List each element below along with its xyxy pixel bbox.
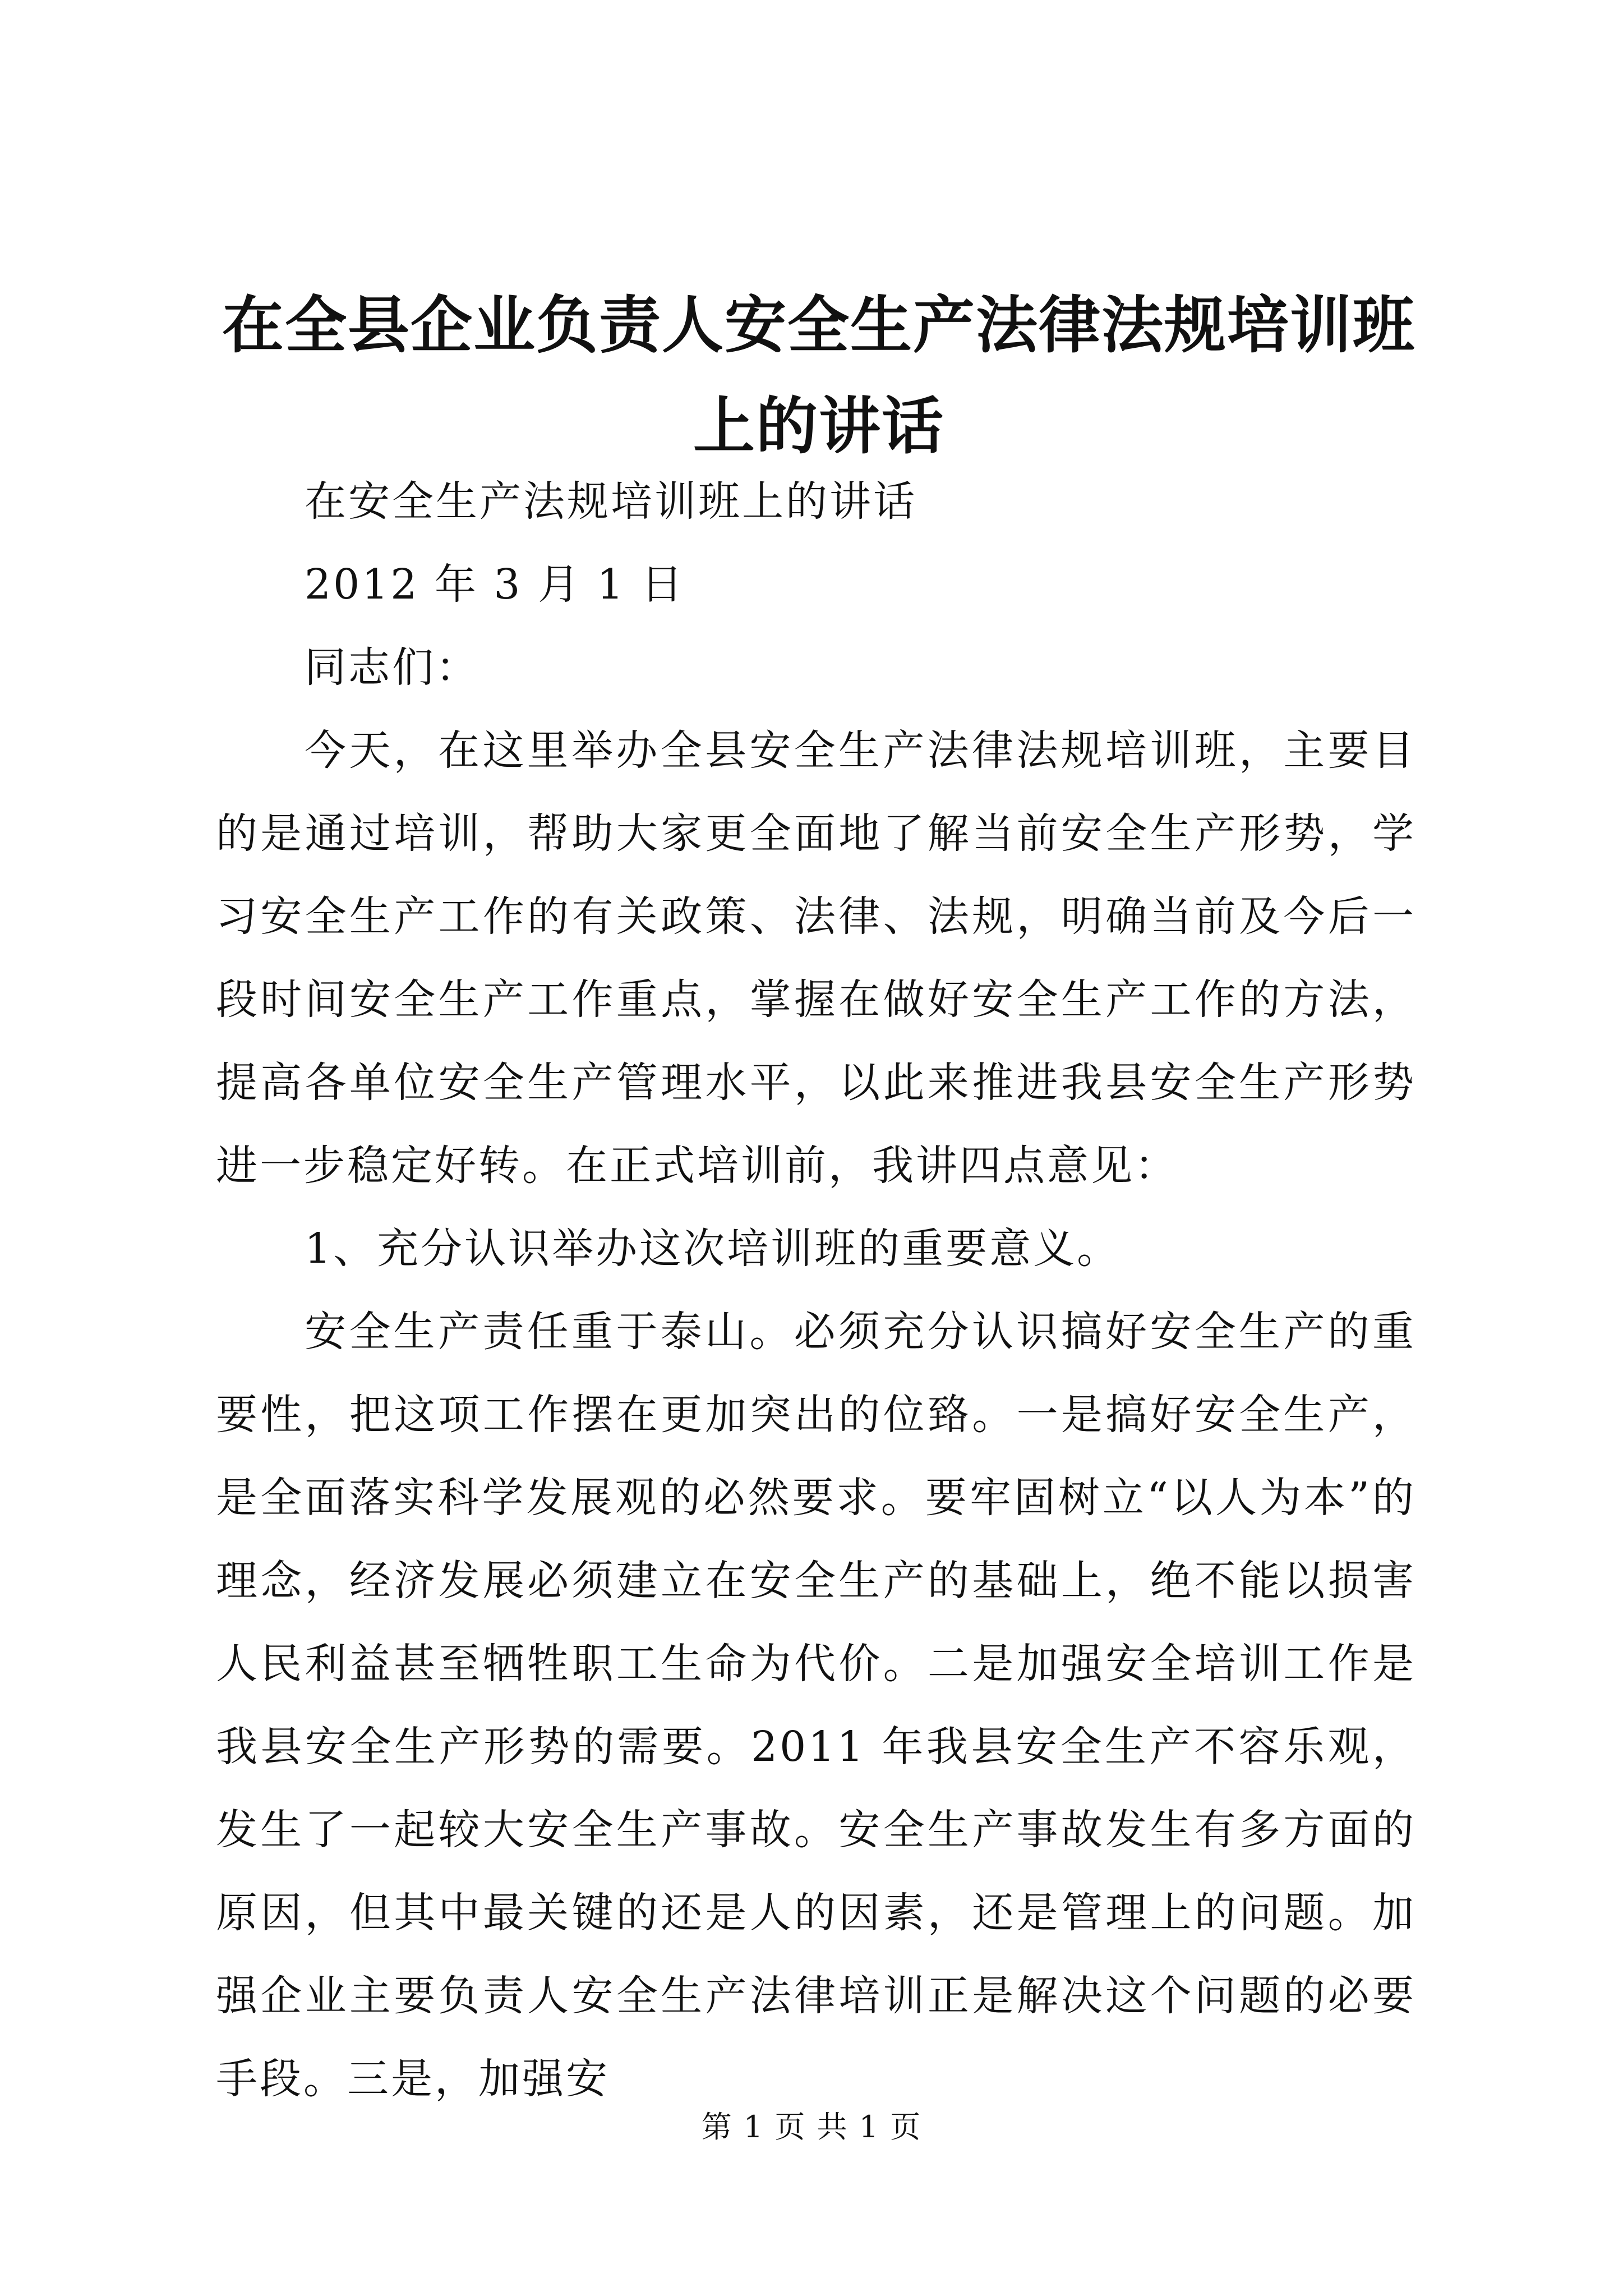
paragraph-section-1: 安全生产责任重于泰山。必须充分认识搞好安全生产的重要性，把这项工作摆在更加突出的位臵。一是搞好安全生产，是全面落实科学发展观的必然要求。要牢固树立“以人为本”的理念，经济发展必须建立在安全生产的基础上，绝不能以损害人民利益甚至牺牲职工生命为代价。二是加强安全培训工作是我县安全生产形势的需要。2011 年我县安全生产不容乐观，发生了一起较大安全生产事故。安全生产事故发生有多方面的原因，但其中最关键的还是人的因素，还是管理上的问题。加强企业主要负责人安全生产法律培训正是解决这个问题的必要手段。三是，加强安 xyxy=(216,1308,1416,2103)
salutation: 同志们： xyxy=(305,643,479,692)
section-heading-1: 1、充分认识举办这次培训班的重要意义。 xyxy=(305,1225,1121,1273)
document-body xyxy=(216,460,1416,2120)
page-footer: 第 1 页 共 1 页 xyxy=(701,2109,922,2145)
paragraph-intro: 今天，在这里举办全县安全生产法律法规培训班，主要目的是通过培训，帮助大家更全面地了解当前安全生产形势，学习安全生产工作的有关政策、法律、法规，明确当前及今后一段时间安全生产工作重点，掌握在做好安全生产工作的方法，提高各单位安全生产管理水平，以此来推进我县安全生产形势进一步稳定好转。在正式培训前，我讲四点意见： xyxy=(216,726,1416,1190)
document-title: 在全县企业负责人安全生产法律法规培训班上的讲话 xyxy=(222,289,1415,462)
speech-subtitle: 在安全生产法规培训班上的讲话 xyxy=(305,477,917,526)
speech-date: 2012 年 3 月 1 日 xyxy=(305,560,685,609)
